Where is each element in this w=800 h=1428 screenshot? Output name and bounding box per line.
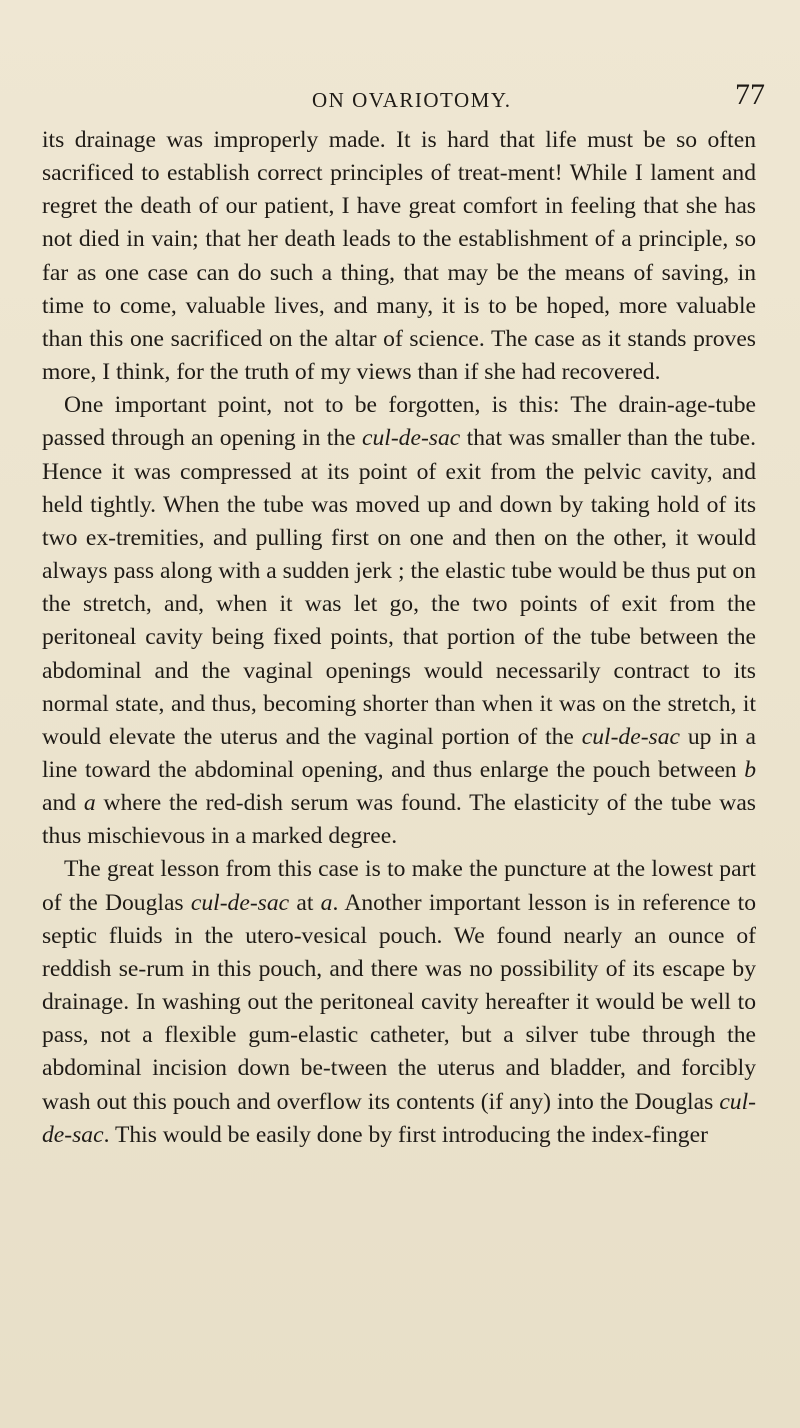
text-run: at	[289, 889, 321, 916]
paragraph	[42, 853, 756, 1151]
running-head	[0, 78, 800, 118]
paragraph	[42, 124, 756, 389]
text-run: The great lesson from this case is to make the puncture at the lowest part of the Douglas	[42, 856, 756, 916]
text-run: and	[42, 790, 84, 817]
page-number: 77	[735, 78, 765, 111]
italic-text: b	[744, 756, 756, 783]
italic-text: cul-de-sac	[581, 723, 681, 750]
text-run: where the red-dish serum was found. The elasticity of the tube was thus mischievous in a marked degree.	[42, 790, 756, 850]
text-run: that was smaller than the tube. Hence it was compressed at its point of exit from the pelvic cavity, and held tightly. When the tube was moved up and down by taking hold of its two ex-tremities, and pulling first on one and then on the other, it would always pass along with a sudden jerk ; the elastic tube would be thus put on the stretch, and, when it was let go, the two points of exit from the peritoneal cavity being fixed points, that portion of the tube between the abdominal and the vaginal openings would necessarily contract to its normal state, and thus, becoming shorter than when it was on the stretch, it would elevate the uterus and the vaginal portion of the	[42, 425, 756, 750]
text-run: its drainage was improperly made. It is hard that life must be so often sacrificed to establish correct principles of treat-ment! While I lament and regret the death of our patient, I have great comfort in feeling that she has not died in vain; that her death leads to the establishment of a principle, so far as one case can do such a thing, that may be the means of saving, in time to come, valuable lives, and many, it is to be hoped, more valuable than this one sacrificed on the altar of science. The case as it stands proves more, I think, for the truth of my views than if she had recovered.	[42, 127, 756, 386]
italic-text: cul-de-sac	[190, 889, 290, 916]
italic-text: cul-de-sac	[362, 425, 461, 452]
italic-text: cul-de-sac	[42, 1088, 756, 1148]
running-title: ON OVARIOTOMY.	[312, 88, 512, 112]
body-text	[42, 124, 756, 1152]
paragraph	[42, 389, 756, 853]
italic-text: a	[83, 790, 96, 817]
text-run: . Another important lesson is in reference to septic fluids in the utero-vesical pouch. We found nearly an ounce of reddish se-rum in this pouch, and there was no possibility of its escape by drainage. In washing out the peritoneal cavity hereafter it would be well to pass, not a flexible gum-elastic catheter, but a silver tube through the abdominal incision down be-tween the uterus and bladder, and forcibly wash out this pouch and overflow its contents (if any) into the Douglas	[42, 889, 757, 1115]
text-run: . This would be easily done by first introducing the index-finger	[103, 1121, 708, 1148]
italic-text: a	[320, 889, 333, 916]
text-run: up in a line toward the abdominal opening, and thus enlarge the pouch between	[42, 723, 756, 783]
text-run: One important point, not to be forgotten, is this: The drain-age-tube passed through an opening in the	[42, 392, 756, 452]
